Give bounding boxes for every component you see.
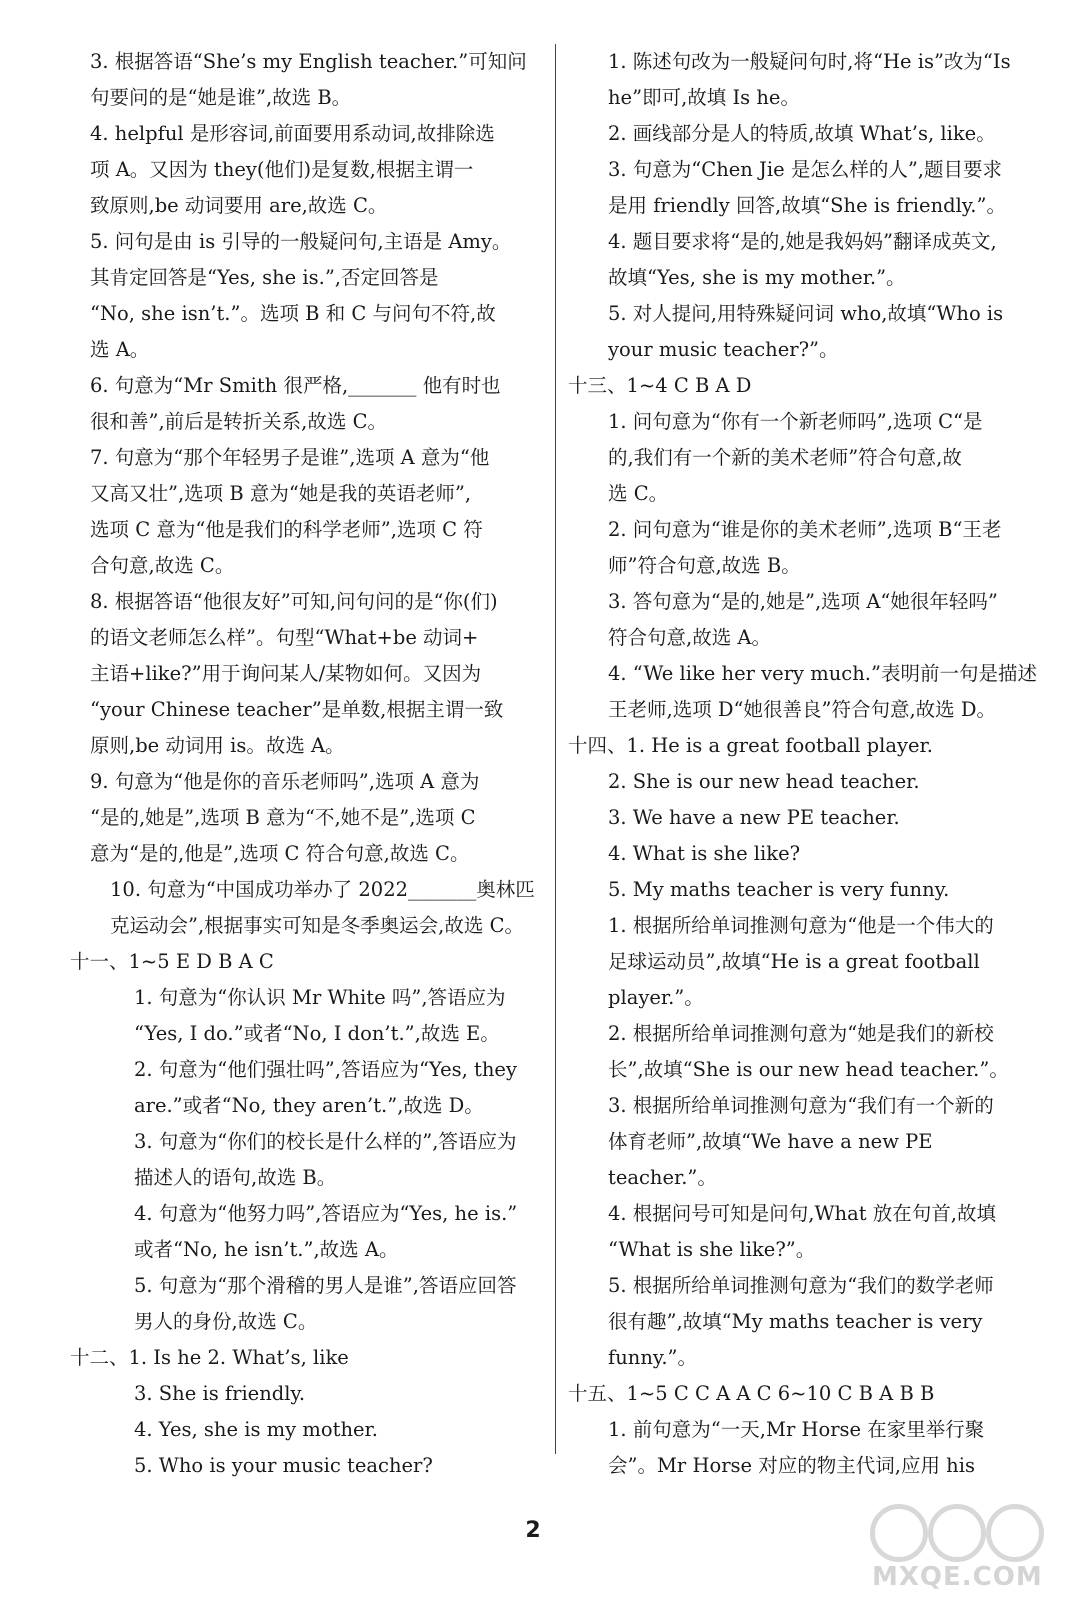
text-line: 十四、1. He is a great football player. — [568, 734, 933, 757]
column-divider — [555, 44, 556, 1454]
text-line: 足球运动员”,故填“He is a great football — [608, 950, 980, 973]
watermark-circle-2 — [928, 1504, 986, 1562]
text-line: 1. 陈述句改为一般疑问句时,将“He is”改为“Is — [608, 50, 1011, 73]
text-line: are.”或者“No, they aren’t.”,故选 D。 — [134, 1094, 484, 1117]
text-line: 3. 根据所给单词推测句意为“我们有一个新的 — [608, 1094, 994, 1117]
text-line: 5. Who is your music teacher? — [134, 1454, 433, 1477]
text-line: 选 C。 — [608, 482, 669, 505]
text-line: 1. 问句意为“你有一个新老师吗”,选项 C“是 — [608, 410, 983, 433]
text-line: “Yes, I do.”或者“No, I don’t.”,故选 E。 — [134, 1022, 500, 1045]
text-line: 男人的身份,故选 C。 — [134, 1310, 318, 1333]
left-column — [70, 44, 548, 1484]
text-line: 原则,be 动词用 is。故选 A。 — [90, 734, 345, 757]
text-line: 十一、1~5 E D B A C — [70, 950, 274, 973]
text-line: 3. We have a new PE teacher. — [608, 806, 900, 829]
text-line: 句要问的是“她是谁”,故选 B。 — [90, 86, 352, 109]
text-line: funny.”。 — [608, 1346, 697, 1369]
text-line: 十三、1~4 C B A D — [568, 374, 752, 397]
text-line: 其肯定回答是“Yes, she is.”,否定回答是 — [90, 266, 439, 289]
text-line: 致原则,be 动词要用 are,故选 C。 — [90, 194, 388, 217]
text-line: 1. 前句意为“一天,Mr Horse 在家里举行聚 — [608, 1418, 985, 1441]
text-line: 6. 句意为“Mr Smith 很严格,_______ 他有时也 — [90, 374, 501, 397]
text-line: “No, she isn’t.”。选项 B 和 C 与问句不符,故 — [90, 302, 496, 325]
text-line: 5. 对人提问,用特殊疑问词 who,故填“Who is — [608, 302, 1004, 325]
text-line: 描述人的语句,故选 B。 — [134, 1166, 337, 1189]
text-line: 4. 句意为“他努力吗”,答语应为“Yes, he is.” — [134, 1202, 518, 1225]
text-line: 的语文老师怎么样”。句型“What+be 动词+ — [90, 626, 479, 649]
text-line: 3. She is friendly. — [134, 1382, 306, 1405]
text-line: 选项 C 意为“他是我们的科学老师”,选项 C 符 — [90, 518, 483, 541]
text-line: 十二、1. Is he 2. What’s, like — [70, 1346, 349, 1369]
text-line: he”即可,故填 Is he。 — [608, 86, 800, 109]
text-line: 合句意,故选 C。 — [90, 554, 235, 577]
text-line: 2. 句意为“他们强壮吗”,答语应为“Yes, they — [134, 1058, 517, 1081]
text-line: 3. 答句意为“是的,她是”,选项 A“她很年轻吗” — [608, 590, 998, 613]
text-line: 3. 根据答语“She’s my English teacher.”可知问 — [90, 50, 527, 73]
text-line: 5. My maths teacher is very funny. — [608, 878, 950, 901]
text-line: 8. 根据答语“他很友好”可知,问句问的是“你(们) — [90, 590, 498, 613]
text-line: 长”,故填“She is our new head teacher.”。 — [608, 1058, 1009, 1081]
right-column — [568, 44, 1066, 1484]
text-line: 又高又壮”,选项 B 意为“她是我的英语老师”, — [90, 482, 472, 505]
text-line: 2. 根据所给单词推测句意为“她是我们的新校 — [608, 1022, 994, 1045]
text-line: 10. 句意为“中国成功举办了 2022_______奥林匹 — [110, 878, 535, 901]
page-number: 2 — [525, 1518, 541, 1543]
text-line: “your Chinese teacher”是单数,根据主谓一致 — [90, 698, 504, 721]
text-line: 主语+like?”用于询问某人/某物如何。又因为 — [90, 662, 482, 685]
text-line: 体育老师”,故填“We have a new PE — [608, 1130, 933, 1153]
watermark-url: MXQE.COM — [872, 1562, 1043, 1592]
text-line: 2. She is our new head teacher. — [608, 770, 920, 793]
text-line: 3. 句意为“Chen Jie 是怎么样的人”,题目要求 — [608, 158, 1003, 181]
text-line: 2. 画线部分是人的特质,故填 What’s, like。 — [608, 122, 996, 145]
text-line: teacher.”。 — [608, 1166, 717, 1189]
text-line: 4. Yes, she is my mother. — [134, 1418, 378, 1441]
text-line: 很和善”,前后是转折关系,故选 C。 — [90, 410, 387, 433]
text-line: 1. 根据所给单词推测句意为“他是一个伟大的 — [608, 914, 994, 937]
text-line: 5. 问句是由 is 引导的一般疑问句,主语是 Amy。 — [90, 230, 512, 253]
text-line: 王老师,选项 D“她很善良”符合句意,故选 D。 — [608, 698, 997, 721]
text-line: 会”。Mr Horse 对应的物主代词,应用 his — [608, 1454, 975, 1477]
text-line: 或者“No, he isn’t.”,故选 A。 — [134, 1238, 399, 1261]
text-line: 5. 根据所给单词推测句意为“我们的数学老师 — [608, 1274, 994, 1297]
text-line: 故填“Yes, she is my mother.”。 — [608, 266, 906, 289]
text-line: 3. 句意为“你们的校长是什么样的”,答语应为 — [134, 1130, 517, 1153]
text-line: 选 A。 — [90, 338, 150, 361]
text-line: 师”符合句意,故选 B。 — [608, 554, 801, 577]
text-line: player.”。 — [608, 986, 704, 1009]
text-line: 4. “We like her very much.”表明前一句是描述 — [608, 662, 1037, 685]
text-line: 7. 句意为“那个年轻男子是谁”,选项 A 意为“他 — [90, 446, 490, 469]
text-line: 1. 句意为“你认识 Mr White 吗”,答语应为 — [134, 986, 506, 1009]
text-line: 4. helpful 是形容词,前面要用系动词,故排除选 — [90, 122, 495, 145]
text-line: 4. What is she like? — [608, 842, 801, 865]
text-line: “What is she like?”。 — [608, 1238, 816, 1261]
text-line: 的,我们有一个新的美术老师”符合句意,故 — [608, 446, 962, 469]
watermark-logo — [862, 1500, 1058, 1594]
text-line: 9. 句意为“他是你的音乐老师吗”,选项 A 意为 — [90, 770, 480, 793]
text-line: 2. 问句意为“谁是你的美术老师”,选项 B“王老 — [608, 518, 1002, 541]
text-line: your music teacher?”。 — [608, 338, 839, 361]
text-line: 项 A。又因为 they(他们)是复数,根据主谓一 — [90, 158, 474, 181]
text-line: 克运动会”,根据事实可知是冬季奥运会,故选 C。 — [110, 914, 524, 937]
text-line: 意为“是的,他是”,选项 C 符合句意,故选 C。 — [90, 842, 470, 865]
text-line: 符合句意,故选 A。 — [608, 626, 771, 649]
text-line: 4. 根据问号可知是问句,What 放在句首,故填 — [608, 1202, 996, 1225]
text-line: 很有趣”,故填“My maths teacher is very — [608, 1310, 983, 1333]
text-line: “是的,她是”,选项 B 意为“不,她不是”,选项 C — [90, 806, 476, 829]
text-line: 是用 friendly 回答,故填“She is friendly.”。 — [608, 194, 1006, 217]
text-line: 5. 句意为“那个滑稽的男人是谁”,答语应回答 — [134, 1274, 517, 1297]
watermark-circle-3 — [986, 1504, 1044, 1562]
watermark-circle-1 — [870, 1504, 928, 1562]
text-line: 十五、1~5 C C A A C 6~10 C B A B B — [568, 1382, 935, 1405]
text-line: 4. 题目要求将“是的,她是我妈妈”翻译成英文, — [608, 230, 997, 253]
